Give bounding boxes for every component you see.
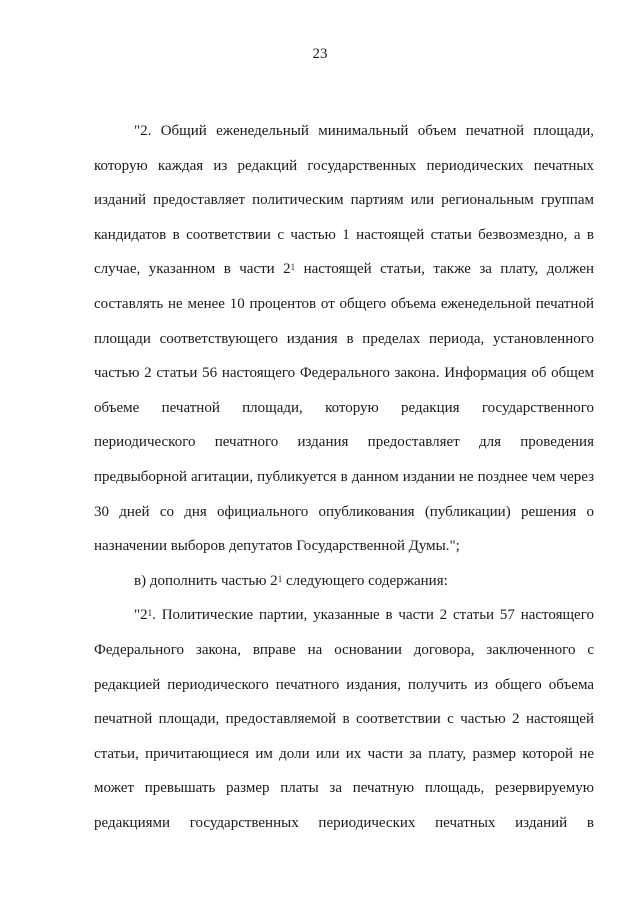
paragraph-text: следующего содержания: — [282, 572, 448, 589]
paragraph-text: в) дополнить частью 2 — [134, 572, 278, 589]
paragraph-part-2-1 — [94, 598, 594, 840]
paragraph-part-2 — [94, 114, 594, 564]
superscript: 1 — [147, 608, 153, 619]
page-number: 23 — [312, 46, 328, 62]
superscript: 1 — [290, 262, 296, 273]
paragraph-text: "2. Общий еженедельный минимальный объем печатной площади, которую каждая из редакций государственных периодических печатных изданий предоставляет политическим партиям или региональным группам кандидатов в соответствии с частью 1 настоящей статьи безвозмездно, а в случае, указанном в части 2 — [94, 123, 594, 278]
superscript: 1 — [277, 573, 283, 584]
document-body — [94, 114, 594, 840]
paragraph-amendment-v — [94, 564, 594, 599]
paragraph-text: настоящей статьи, также за плату, должен составлять не менее 10 процентов от общего объема еженедельной печатной площади соответствующего издания в пределах периода, установленного частью 2 статьи 56 настоящего Федерального закона. Информация об общем объеме печатной площади, которую редакция государственного периодического печатного издания предоставляет для проведения предвыборной агитации, публикуется в данном издании не позднее чем через 30 дней со дня официального опубликования (публикации) решения о назначении выборов депутатов Государственной Думы."; — [94, 261, 595, 555]
paragraph-text: "2 — [134, 607, 148, 624]
paragraph-text: . Политические партии, указанные в части 2 статьи 57 настоящего Федерального закона, вправе на основании договора, заключенного с редакцией периодического печатного издания, получить из общего объема печатной площади, предоставляемой в соответствии с частью 2 настоящей статьи, причитающиеся им доли или их части за плату, размер которой не может превышать размер платы за печатную площадь, резервируемую редакциями государственных периодических печатных изданий в — [94, 607, 594, 831]
